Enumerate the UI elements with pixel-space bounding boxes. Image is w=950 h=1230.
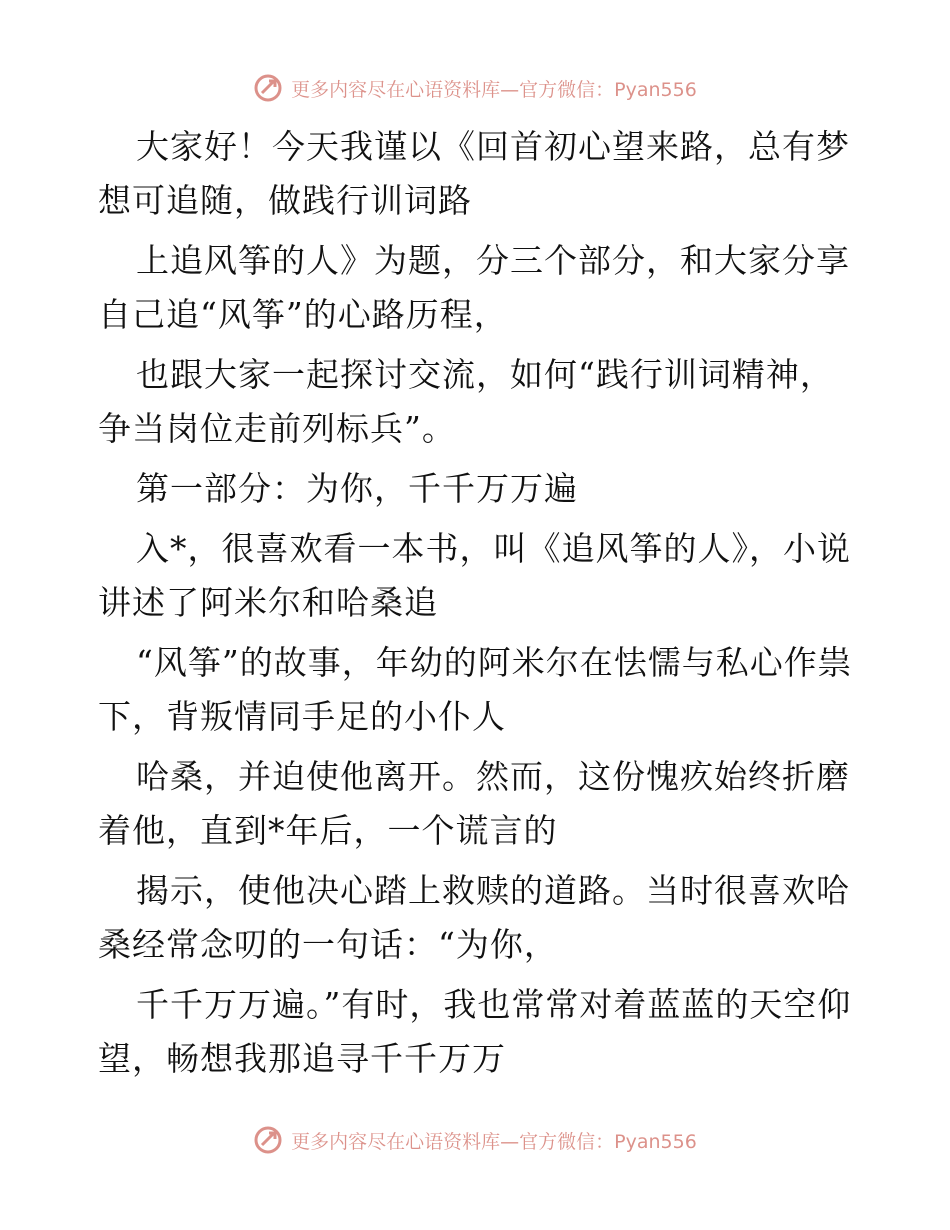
logo-icon xyxy=(253,73,283,103)
paragraph-8: 千千万万遍。”有时，我也常常对着蓝蓝的天空仰望，畅想我那追寻千千万万 xyxy=(98,985,852,1078)
logo-icon xyxy=(253,1125,283,1155)
paragraph-3: 也跟大家一起探讨交流，如何“践行训词精神，争当岗位走前列标兵”。 xyxy=(98,355,834,448)
paragraph-4: 入*，很喜欢看一本书，叫《追风筝的人》，小说讲述了阿米尔和哈桑追 xyxy=(98,529,851,622)
watermark-footer xyxy=(0,1125,950,1155)
paragraph-5: “风筝”的故事，年幼的阿米尔在怯懦与私心作祟下，背叛情同手足的小仆人 xyxy=(98,643,852,736)
paragraph-7: 揭示，使他决心踏上救赎的道路。当时很喜欢哈桑经常念叨的一句话：“为你， xyxy=(98,871,850,964)
paragraph-2: 上追风筝的人》为题，分三个部分，和大家分享自己追“风筝”的心路历程， xyxy=(98,241,850,334)
document-body xyxy=(98,120,858,1092)
paragraph-6: 哈桑，并迫使他离开。然而，这份愧疚始终折磨着他，直到*年后，一个谎言的 xyxy=(98,757,850,850)
watermark-text: 更多内容尽在心语资料库—官方微信：Pyan556 xyxy=(291,1130,697,1153)
section-heading: 第一部分：为你，千千万万遍 xyxy=(136,469,578,508)
watermark-text: 更多内容尽在心语资料库—官方微信：Pyan556 xyxy=(291,78,697,101)
watermark-header xyxy=(0,73,950,103)
paragraph-1: 大家好！今天我谨以《回首初心望来路，总有梦想可追随，做践行训词路 xyxy=(98,127,850,220)
